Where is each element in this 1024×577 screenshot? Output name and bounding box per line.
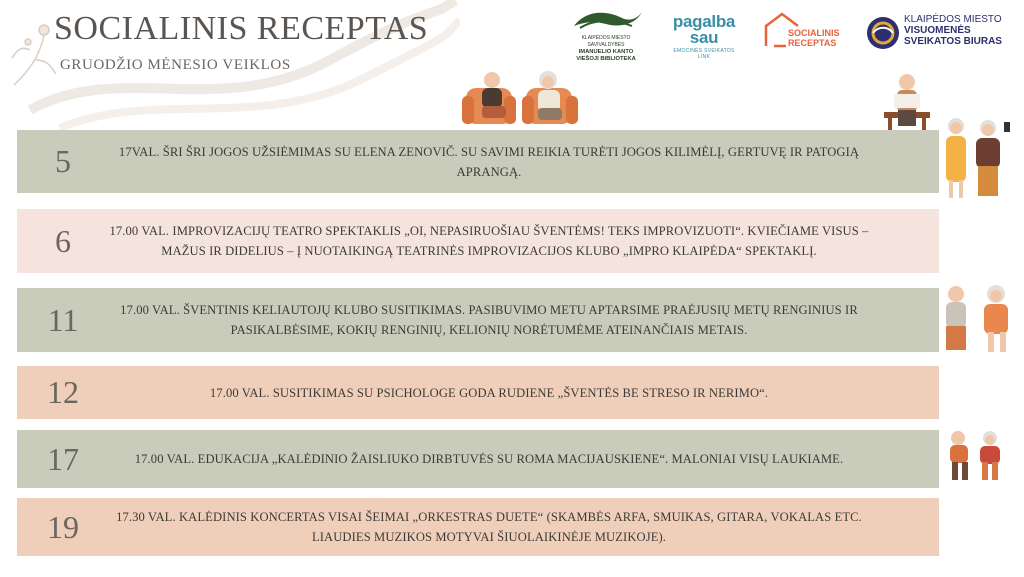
- elderly-couple-phone-illustration: [942, 114, 1018, 206]
- event-row-19: [17, 498, 939, 556]
- pagalba-line1: pagalba: [672, 12, 736, 31]
- elderly-couple-dancing-illustration: [938, 284, 1018, 356]
- event-day: 6: [55, 222, 71, 259]
- socialinis-line2: RECEPTAS: [788, 38, 837, 48]
- event-day: 11: [47, 301, 79, 338]
- event-row-12: [17, 366, 939, 419]
- event-row-5: [17, 130, 939, 193]
- pagalba-line2: sau: [689, 28, 719, 47]
- event-description: 17.00 VAL. EDUKACIJA „KALĖDINIO ŽAISLIUKO DIRBTUVĖS SU ROMA MACIJAUSKIENE“. MALONIAI VISŲ LAUKIAME.: [134, 452, 844, 466]
- klaipeda-line3: SVEIKATOS BIURAS: [904, 36, 1002, 47]
- elderly-couple-armchairs-illustration: [462, 66, 580, 132]
- elderly-man-reading-illustration: [880, 70, 934, 136]
- event-description: 17VAL. ŠRI ŠRI JOGOS UŽSIĖMIMAS SU ELENA ZENOVIČ. SU SAVIMI REIKIA TURĖTI JOGOS KILIMĖLĮ, GERTUVĘ IR PATOGIĄ APRANGĄ.: [118, 144, 860, 179]
- flower-icon: [12, 25, 56, 85]
- socialinis-receptas-logo: [762, 10, 854, 54]
- event-row-6: [17, 209, 939, 273]
- library-emblem-icon: [566, 8, 646, 30]
- library-line3: VIEŠOJI BIBLIOTEKA: [576, 56, 636, 62]
- klaipeda-line1: KLAIPĖDOS MIESTO: [904, 14, 1002, 25]
- event-description: 17.30 VAL. KALĖDINIS KONCERTAS VISAI ŠEIMAI „ORKESTRAS DUETE“ (SKAMBĖS ARFA, SMUIKAS, GITARA, VOKALAS ETC. LIAUDIES MUZIKOS MOTYVAI ŠIUOLAIKINĖJE MUZIKOJE).: [116, 510, 862, 544]
- library-line1: KLAIPĖDOS MIESTO SAVIVALDYBĖS: [581, 35, 631, 48]
- event-row-11: [17, 288, 939, 352]
- event-description: 17.00 VAL. SUSITIKIMAS SU PSICHOLOGE GODA RUDIENE „ŠVENTĖS BE STRESO IR NERIMO“.: [209, 385, 769, 400]
- library-logo: [566, 8, 646, 62]
- health-bureau-emblem-icon: [866, 16, 900, 50]
- socialinis-line1: SOCIALINIS: [788, 28, 840, 38]
- event-row-17: [17, 430, 939, 488]
- event-day: 17: [47, 440, 79, 477]
- event-day: 5: [55, 143, 71, 179]
- pagalba-sau-logo: [668, 12, 740, 60]
- event-description: 17.00 VAL. IMPROVIZACIJŲ TEATRO SPEKTAKLIS „OI, NEPASIRUOŠIAU ŠVENTĖMS! TEKS IMPROVIZUOTI“. KVIEČIAME VISUS – MAŽUS IR DIDELIUS – Į NUOTAIKINGĄ TEATRINĖS IMPROVIZACIJOS KLUBO „IMPRO KLAIPĖDA“ SPEKTAKLĮ.: [109, 224, 869, 258]
- klaipeda-line2: VISUOMENĖS: [904, 25, 971, 36]
- elderly-couple-exercising-illustration: [944, 430, 1010, 482]
- event-day: 19: [47, 508, 79, 545]
- event-day: 12: [47, 374, 79, 410]
- library-line2: IMANUELIO KANTO: [578, 49, 634, 55]
- pagalba-tagline: EMOCINĖS SVEIKATOS LINK: [673, 48, 735, 60]
- page-title: SOCIALINIS RECEPTAS: [54, 10, 429, 47]
- page-subtitle: GRUODŽIO MĖNESIO VEIKLOS: [60, 57, 291, 73]
- event-description: 17.00 VAL. ŠVENTINIS KELIAUTOJŲ KLUBO SUSITIKIMAS. PASIBUVIMO METU APTARSIME PRAĖJUSIŲ METŲ RENGINIUS IR PASIKALBĖSIME, KOKIŲ RENGINIŲ, KELIONIŲ NORĖTUMĖME ATEINANČIAIS METAIS.: [120, 303, 858, 337]
- klaipeda-health-bureau-logo: [866, 14, 1016, 54]
